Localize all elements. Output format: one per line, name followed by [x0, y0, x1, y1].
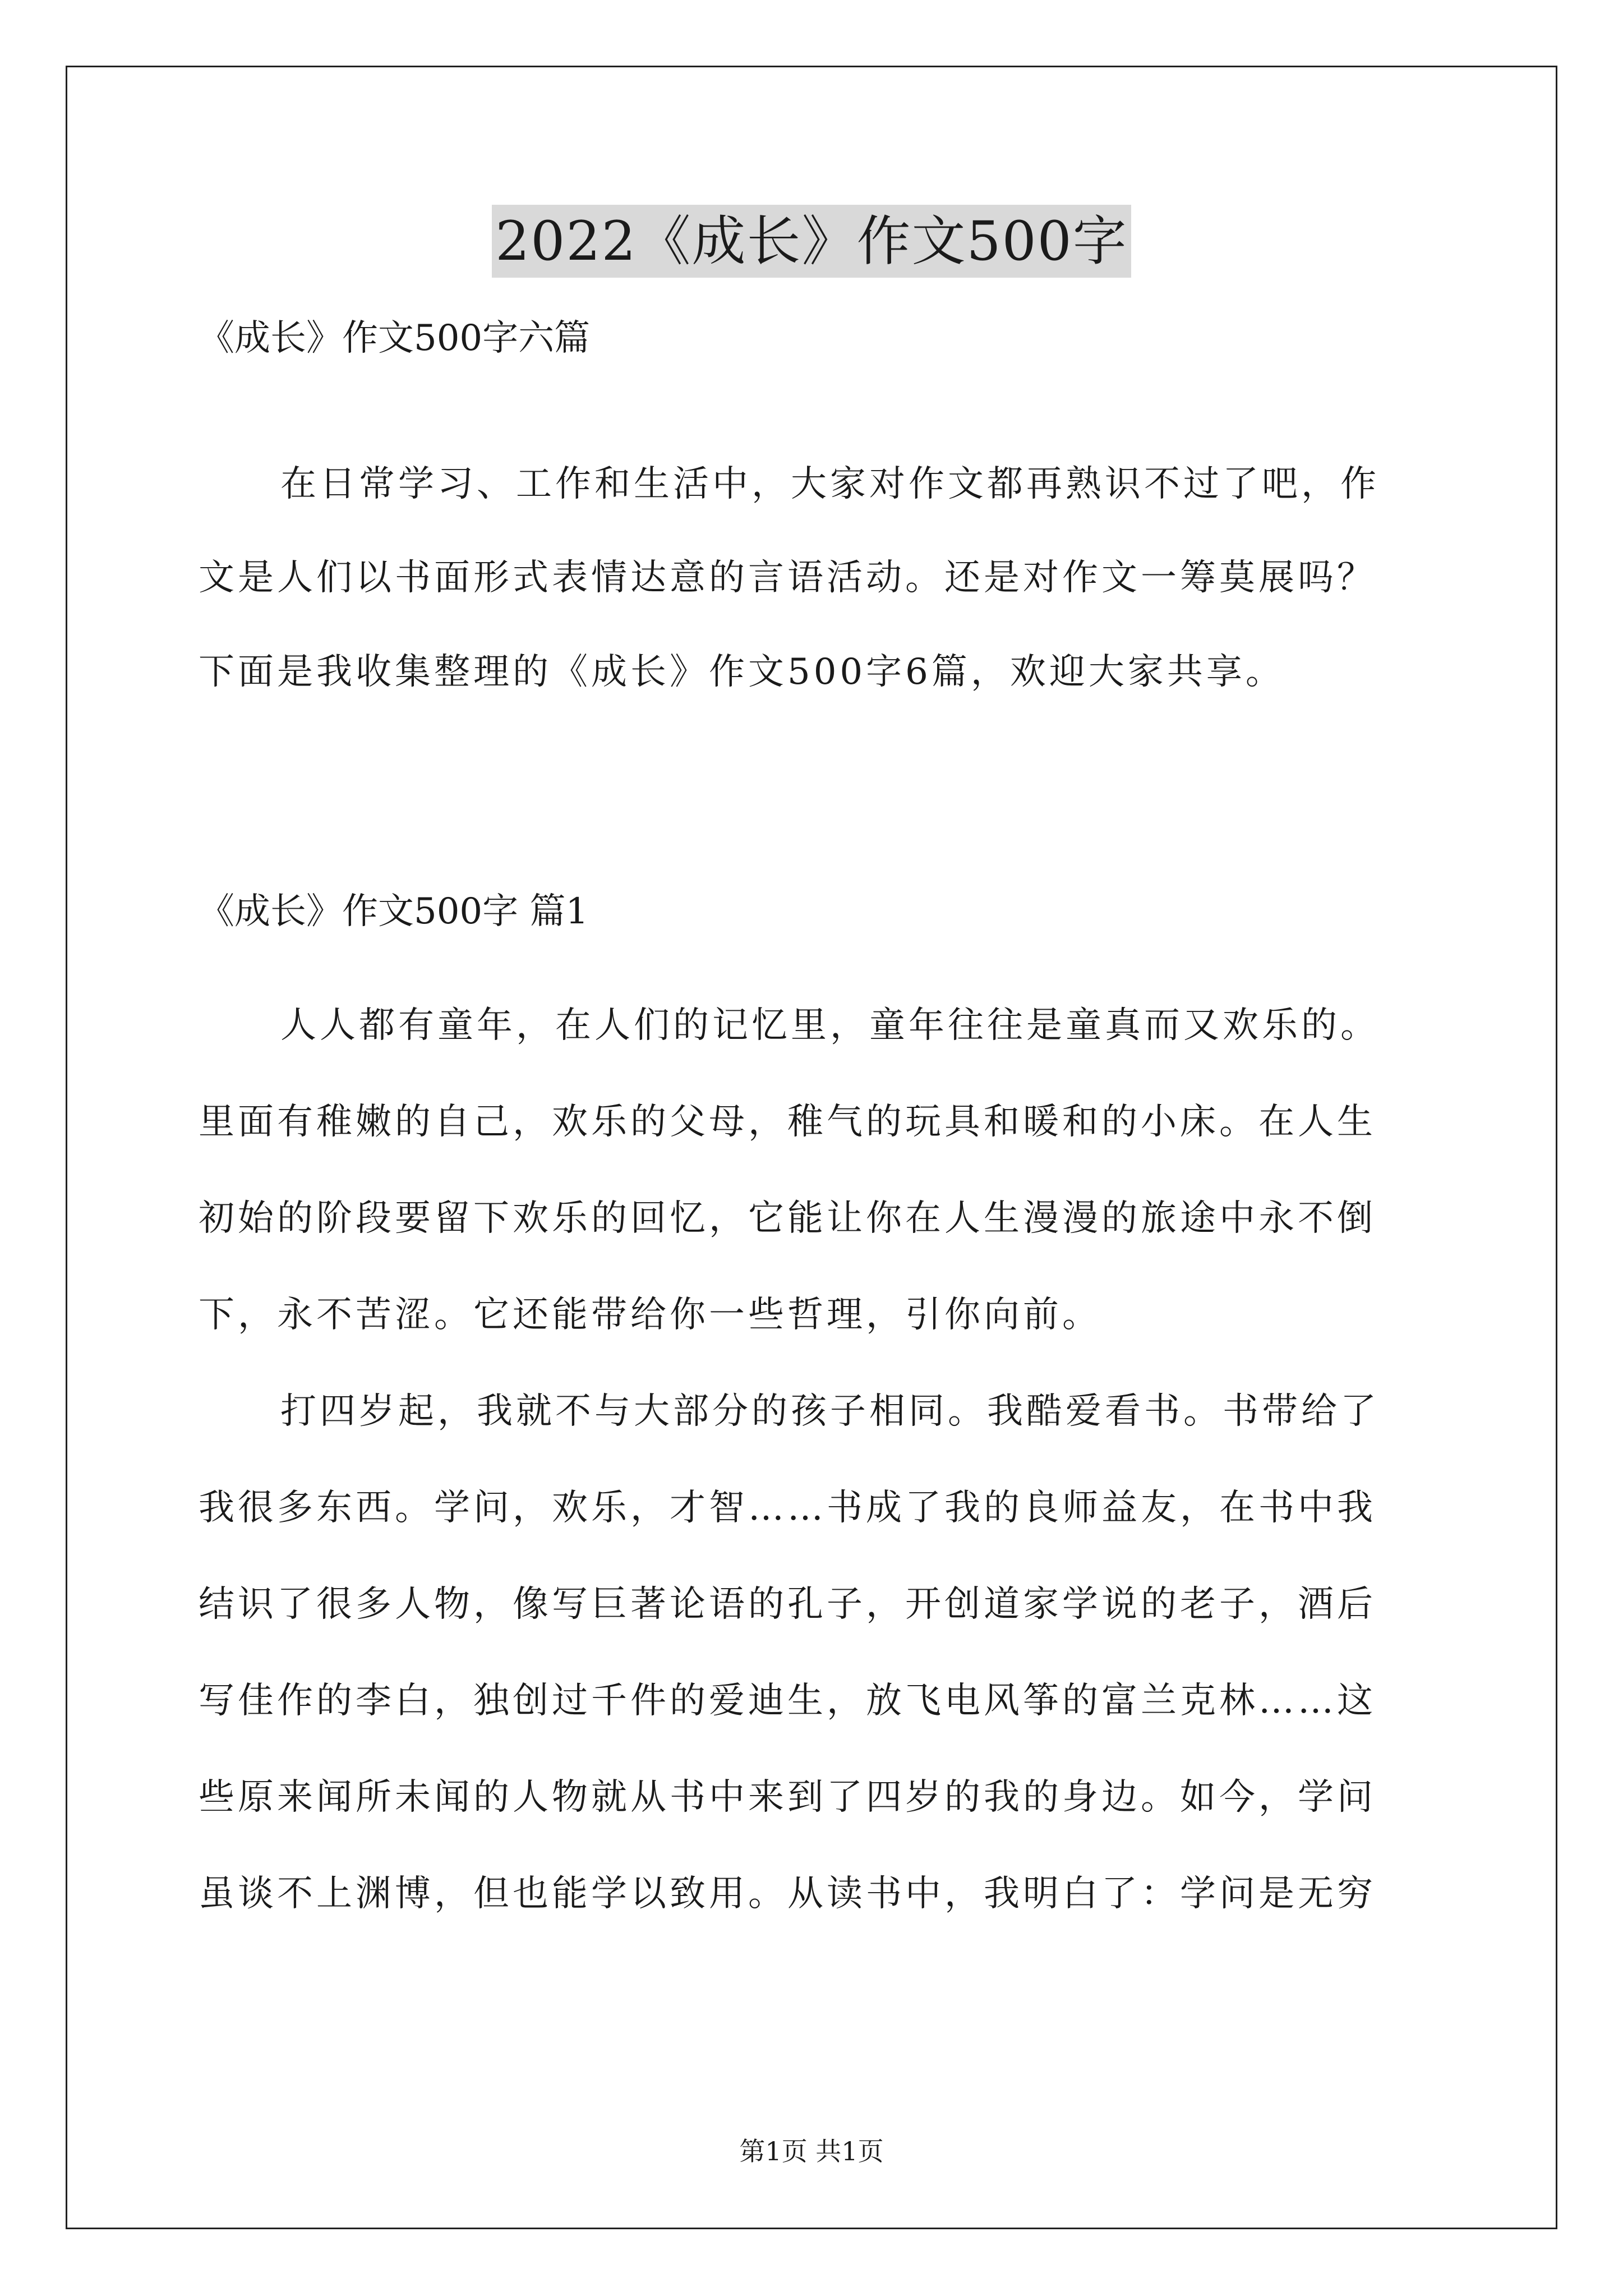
body-line: 虽谈不上渊博，但也能学以致用。从读书中，我明白了：学问是无穷 — [199, 1873, 1376, 1915]
page-footer: 第1页 共1页 — [739, 2136, 884, 2166]
intro-line: 文是人们以书面形式表情达意的言语活动。还是对作文一筹莫展吗？ — [199, 557, 1376, 599]
section-heading: 《成长》作文500字 篇1 — [199, 891, 589, 932]
body-line: 我很多东西。学问，欢乐，才智……书成了我的良师益友，在书中我 — [199, 1487, 1376, 1529]
subtitle: 《成长》作文500字六篇 — [199, 318, 591, 359]
body-line: 结识了很多人物，像写巨著论语的孔子，开创道家学说的老子，酒后 — [199, 1584, 1376, 1625]
body-line: 人人都有童年，在人们的记忆里，童年往往是童真而又欢乐的。 — [280, 1005, 1380, 1046]
body-line: 打四岁起，我就不与大部分的孩子相同。我酷爱看书。书带给了 — [280, 1391, 1380, 1432]
intro-line: 在日常学习、工作和生活中，大家对作文都再熟识不过了吧，作 — [280, 463, 1380, 505]
body-line: 下，永不苦涩。它还能带给你一些哲理，引你向前。 — [199, 1294, 1101, 1336]
intro-line: 下面是我收集整理的《成长》作文500字6篇，欢迎大家共享。 — [199, 651, 1285, 693]
body-line: 初始的阶段要留下欢乐的回忆，它能让你在人生漫漫的旅途中永不倒 — [199, 1198, 1376, 1239]
body-line: 里面有稚嫩的自己，欢乐的父母，稚气的玩具和暖和的小床。在人生 — [199, 1101, 1376, 1143]
body-line: 些原来闻所未闻的人物就从书中来到了四岁的我的身边。如今，学问 — [199, 1777, 1376, 1818]
body-line: 写佳作的李白，独创过千件的爱迪生，放飞电风筝的富兰克林……这 — [199, 1680, 1376, 1722]
document-title: 2022《成长》作文500字 — [492, 205, 1131, 278]
title-container — [0, 205, 1623, 278]
